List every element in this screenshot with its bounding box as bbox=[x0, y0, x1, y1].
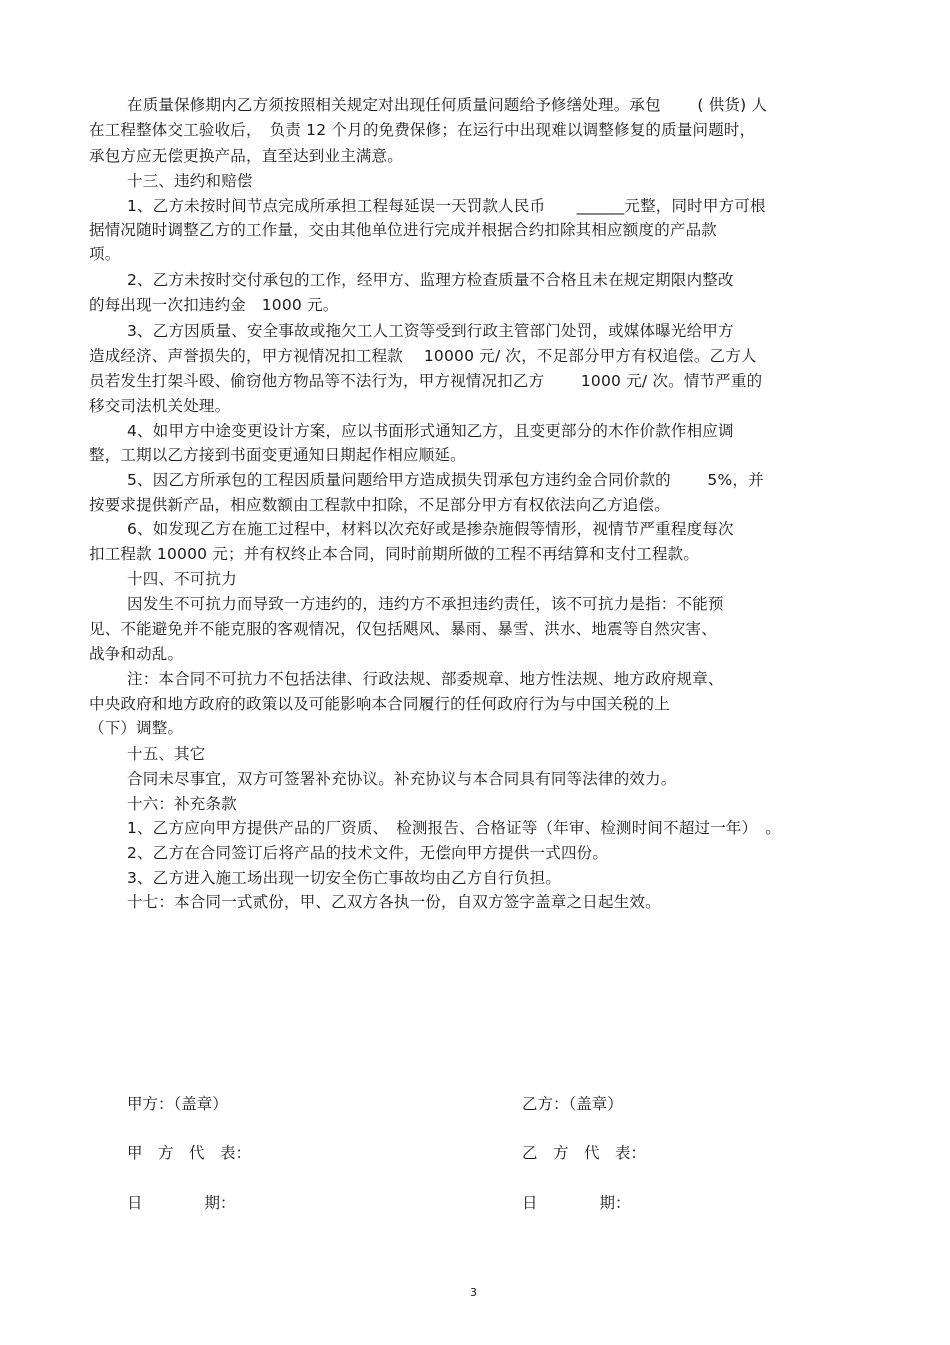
text-line: 3、乙方因质量、安全事故或拖欠工人工资等受到行政主管部门处罚，或媒体曝光给甲方 bbox=[127, 322, 734, 340]
text-line: 因发生不可抗力而导致一方违约的，违约方不承担违约责任，该不可抗力是指：不能预 bbox=[127, 595, 724, 613]
text-line: 项。 bbox=[89, 245, 121, 263]
text-line: 据情况随时调整乙方的工作量，交由其他单位进行完成并根据合约扣除其相应额度的产品款 bbox=[89, 221, 718, 239]
text-line: 中央政府和地方政府的政策以及可能影响本合同履行的任何政府行为与中国关税的上 bbox=[89, 695, 670, 713]
party-a-seal-label: 甲方：（盖章） bbox=[127, 1095, 228, 1113]
section-heading: 十四、不可抗力 bbox=[127, 570, 237, 588]
party-a-date-label: 日 期： bbox=[127, 1194, 236, 1212]
text-line: 1、乙方未按时间节点完成所承担工程每延误一天罚款人民币 ______元整，同时甲方可根 bbox=[127, 197, 766, 215]
text-line: 6、如发现乙方在施工过程中，材料以次充好或是掺杂施假等情形，视情节严重程度每次 bbox=[127, 520, 734, 538]
text-line: 注：本合同不可抗力不包括法律、行政法规、部委规章、地方性法规、地方政府规章、 bbox=[127, 670, 724, 688]
party-b-seal-label: 乙方：（盖章） bbox=[522, 1095, 623, 1113]
text-line: 整，工期以乙方接到书面变更通知日期起作相应顺延。 bbox=[89, 446, 466, 464]
section-heading: 十五、其它 bbox=[127, 745, 206, 763]
section-heading: 十三、违约和赔偿 bbox=[127, 172, 253, 190]
text-line: 承包方应无偿更换产品，直至达到业主满意。 bbox=[89, 147, 404, 165]
text-line: 员若发生打架斗殴、偷窃他方物品等不法行为，甲方视情况扣乙方 1000 元/ 次。情节严重的 bbox=[89, 372, 763, 390]
text-line: 3、乙方进入施工场出现一切安全伤亡事故均由乙方自行负担。 bbox=[127, 869, 561, 887]
party-a-representative-label: 甲 方 代 表： bbox=[127, 1144, 252, 1162]
text-line: 造成经济、声誉损失的，甲方视情况扣工程款 10000 元/ 次，不足部分甲方有权追偿。乙方人 bbox=[89, 347, 757, 365]
text-line: （下）调整。 bbox=[89, 719, 184, 737]
text-line: 4、如甲方中途变更设计方案，应以书面形式通知乙方，且变更部分的木作价款作相应调 bbox=[127, 422, 734, 440]
party-b-representative-label: 乙 方 代 表： bbox=[522, 1144, 647, 1162]
text-line: 在工程整体交工验收后， 负责 12 个月的免费保修；在运行中出现难以调整修复的质量问题时， bbox=[89, 121, 756, 139]
text-line: 扣工程款 10000 元；并有权终止本合同，同时前期所做的工程不再结算和支付工程款。 bbox=[89, 545, 700, 563]
page-number: 3 bbox=[470, 1286, 477, 1299]
text-line: 2、乙方未按时交付承包的工作，经甲方、监理方检查质量不合格且未在规定期限内整改 bbox=[127, 271, 734, 289]
text-line: 十七：本合同一式贰份，甲、乙双方各执一份，自双方签字盖章之日起生效。 bbox=[127, 893, 661, 911]
text-line: 按要求提供新产品，相应数额由工程款中扣除，不足部分甲方有权依法向乙方追偿。 bbox=[89, 496, 670, 514]
text-line: 的每出现一次扣违约金 1000 元。 bbox=[89, 296, 339, 314]
text-line: 战争和动乱。 bbox=[89, 645, 184, 663]
text-line: 在质量保修期内乙方须按照相关规定对出现任何质量问题给予修缮处理。承包 ( 供货) 人 bbox=[127, 96, 768, 114]
text-line: 见、不能避免并不能克服的客观情况，仅包括飓风、暴雨、暴雪、洪水、地震等自然灾害、 bbox=[89, 620, 718, 638]
text-line: 2、乙方在合同签订后将产品的技术文件，无偿向甲方提供一式四份。 bbox=[127, 844, 609, 862]
text-line: 1、乙方应向甲方提供产品的厂资质、 检测报告、合格证等（年审、检测时间不超过一年） 。 bbox=[127, 819, 781, 837]
text-line: 5、因乙方所承包的工程因质量问题给甲方造成损失罚承包方违约金合同价款的 5%，并 bbox=[127, 471, 764, 489]
section-heading: 十六：补充条款 bbox=[127, 795, 237, 813]
text-line: 合同未尽事宜，双方可签署补充协议。补充协议与本合同具有同等法律的效力。 bbox=[127, 770, 677, 788]
text-line: 移交司法机关处理。 bbox=[89, 397, 231, 415]
party-b-date-label: 日 期： bbox=[522, 1194, 631, 1212]
